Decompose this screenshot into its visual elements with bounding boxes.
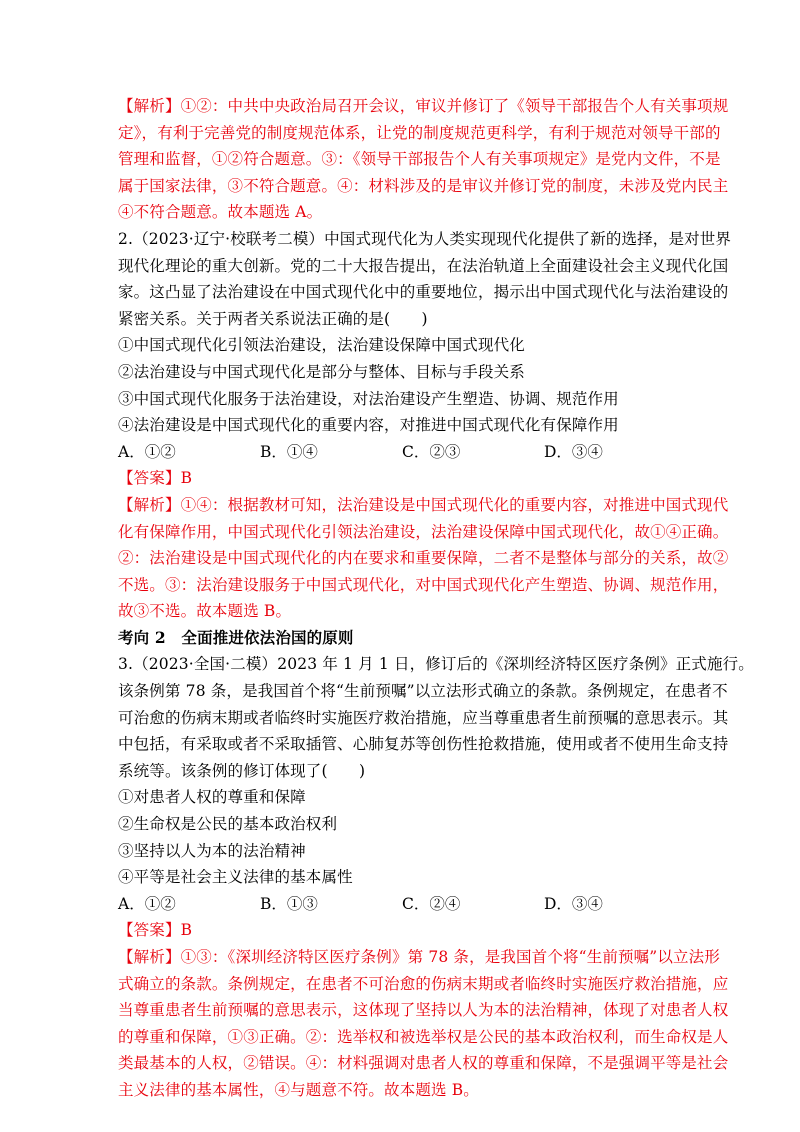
statement-option: ①中国式现代化引领法治建设，法治建设保障中国式现代化 (118, 336, 525, 355)
analysis-line: 主义法律的基本属性，④与题意不符。故本题选 B。 (118, 1080, 479, 1099)
section-heading: 考向 2 全面推进依法治国的原则 (118, 627, 354, 647)
statement-option: ①对患者人权的尊重和保障 (118, 788, 306, 807)
question-stem-line: 3.（2023·全国·二模）2023 年 1 月 1 日，修订后的《深圳经济特区医疗条例》正式施行。 (118, 655, 754, 674)
q1-analysis (118, 93, 729, 226)
analysis-line: 不选。③：法治建设服务于中国式现代化，对中国式现代化产生塑造、协调、规范作用， (118, 575, 729, 594)
question-stem-line: 紧密关系。关于两者关系说法正确的是( ) (118, 309, 428, 328)
statement-option: ③中国式现代化服务于法治建设，对法治建设产生塑造、协调、规范作用 (118, 389, 619, 408)
choice-a: A．①② (118, 894, 176, 913)
question-stem-line: 可治愈的伤病末期或者临终时实施医疗救治措施，应当尊重患者生前预嘱的意思表示。其 (118, 708, 729, 727)
analysis-line: 当尊重患者生前预嘱的意思表示，这体现了坚持以人为本的法治精神，体现了对患者人权 (118, 1001, 729, 1020)
question-stem-line: 该条例第 78 条，是我国首个将“生前预嘱”以立法形式确立的条款。条例规定，在患者不 (118, 682, 728, 701)
question-2 (118, 226, 732, 625)
analysis-line: 管理和监督，①②符合题意。③：《领导干部报告个人有关事项规定》是党内文件，不是 (118, 150, 721, 169)
answer-line: 【答案】B (118, 469, 193, 488)
statement-option: ③坚持以人为本的法治精神 (118, 841, 306, 860)
question-stem-line: 现代化理论的重大创新。党的二十大报告提出，在法治轨道上全面建设社会主义现代化国 (118, 256, 729, 275)
analysis-line: 的尊重和保障，①③正确。②：选举权和被选举权是公民的基本政治权利，而生命权是人 (118, 1027, 729, 1046)
analysis-line: ②：法治建设是中国式现代化的内在要求和重要保障，二者不是整体与部分的关系，故② (118, 549, 729, 568)
analysis-line: ④不符合题意。故本题选 A。 (118, 203, 323, 222)
analysis-line: 定》，有利于完善党的制度规范体系，让党的制度规范更科学，有利于规范对领导干部的 (118, 123, 721, 142)
choice-b: B．①④ (260, 442, 318, 461)
document-page (118, 93, 754, 1104)
statement-option: ②生命权是公民的基本政治权利 (118, 815, 338, 834)
question-stem-line: 家。这凸显了法治建设在中国式现代化中的重要地位，揭示出中国式现代化与法治建设的 (118, 283, 729, 302)
question-stem-line: 系统等。该条例的修订体现了( ) (118, 761, 366, 780)
question-3 (118, 651, 754, 1103)
statement-option: ④平等是社会主义法律的基本属性 (118, 868, 353, 887)
analysis-line: 属于国家法律，③不符合题意。④：材料涉及的是审议并修订党的制度，未涉及党内民主 (118, 176, 729, 195)
choice-d: D．③④ (544, 894, 603, 913)
answer-choices (118, 891, 686, 918)
answer-line: 【答案】B (118, 921, 193, 940)
choice-a: A．①② (118, 442, 176, 461)
analysis-line: 【解析】①③：《深圳经济特区医疗条例》第 78 条，是我国首个将“生前预嘱”以立法形 (118, 948, 720, 966)
answer-choices (118, 439, 686, 466)
question-stem-line: 2.（2023·辽宁·校联考二模）中国式现代化为人类实现现代化提供了新的选择，是对世界 (118, 229, 732, 248)
choice-c: C．②④ (402, 894, 461, 913)
choice-d: D．③④ (544, 442, 603, 461)
choice-c: C．②③ (402, 442, 461, 461)
analysis-line: 【解析】①④：根据教材可知，法治建设是中国式现代化的重要内容，对推进中国式现代 (118, 495, 729, 514)
analysis-line: 类最基本的人权，②错误。④：材料强调对患者人权的尊重和保障，不是强调平等是社会 (118, 1054, 729, 1073)
statement-option: ④法治建设是中国式现代化的重要内容，对推进中国式现代化有保障作用 (118, 416, 619, 435)
analysis-line: 故③不选。故本题选 B。 (118, 602, 292, 621)
analysis-line: 化有保障作用，中国式现代化引领法治建设，法治建设保障中国式现代化，故①④正确。 (118, 522, 729, 541)
question-stem-line: 中包括，有采取或者不采取插管、心肺复苏等创伤性抢救措施，使用或者不使用生命支持 (118, 735, 729, 754)
analysis-line: 式确立的条款。条例规定，在患者不可治愈的伤病末期或者临终时实施医疗救治措施，应 (118, 974, 729, 993)
analysis-line: 【解析】①②：中共中央政治局召开会议，审议并修订了《领导干部报告个人有关事项规 (118, 97, 729, 115)
choice-b: B．①③ (260, 894, 318, 913)
statement-option: ②法治建设与中国式现代化是部分与整体、目标与手段关系 (118, 362, 525, 381)
